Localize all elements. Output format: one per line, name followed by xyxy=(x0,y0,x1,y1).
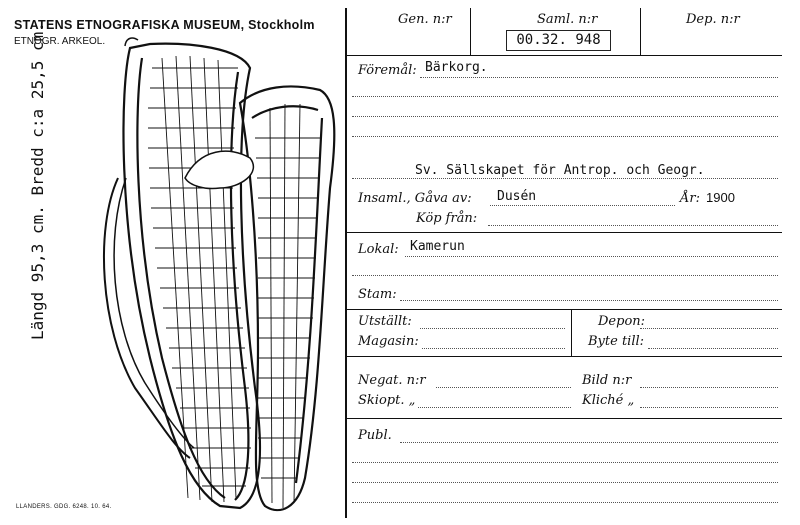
left-basket-frame xyxy=(123,44,260,508)
saml-nr-value: 00.32. 948 xyxy=(506,30,611,51)
utstallt-line xyxy=(420,328,565,329)
publ-label: Publ. xyxy=(358,428,392,443)
skiopt-label: Skiopt. „ xyxy=(358,393,416,408)
museum-name: STATENS ETNOGRAFISKA MUSEUM, Stockholm xyxy=(14,18,315,32)
byte-line xyxy=(648,348,778,349)
dep-nr-label: Dep. n:r xyxy=(686,12,740,27)
foremal-line-2 xyxy=(352,96,778,97)
kop-line xyxy=(488,225,778,226)
card-divider xyxy=(345,8,347,518)
kliche-label: Kliché „ xyxy=(582,393,635,408)
insaml-value: Dusén xyxy=(497,189,537,204)
insaml-line xyxy=(490,205,675,206)
stam-label: Stam: xyxy=(358,287,397,302)
negat-line xyxy=(436,387,571,388)
lokal-line-2 xyxy=(352,275,778,276)
section-rule-2 xyxy=(345,309,782,310)
negat-label: Negat. n:r xyxy=(358,373,426,388)
header-rule xyxy=(345,55,782,56)
saml-nr-label: Saml. n:r xyxy=(537,12,598,27)
basket-illustration xyxy=(90,28,345,518)
printer-note: LLANDERS. GDG. 6248. 10. 64. xyxy=(16,504,112,510)
section-rule-3 xyxy=(345,356,782,357)
section-rule-1 xyxy=(345,232,782,233)
gen-nr-label: Gen. n:r xyxy=(398,12,452,27)
source-line: Sv. Sällskapet för Antrop. och Geogr. xyxy=(415,163,705,178)
kop-label: Köp från: xyxy=(416,211,478,226)
department-label: ETNOGR. ARKEOL. xyxy=(14,36,106,47)
storage-separator xyxy=(571,309,572,356)
header-separator-2 xyxy=(640,8,641,55)
bild-label: Bild n:r xyxy=(582,373,632,388)
utstallt-label: Utställt: xyxy=(358,314,412,329)
skiopt-line xyxy=(418,407,571,408)
publ-line-2 xyxy=(352,462,778,463)
insaml-label: Insaml., Gåva av: xyxy=(358,191,472,206)
lokal-value: Kamerun xyxy=(410,239,465,254)
magasin-line xyxy=(422,348,565,349)
publ-line xyxy=(400,442,778,443)
section-rule-4 xyxy=(345,418,782,419)
byte-label: Byte till: xyxy=(588,334,645,349)
stam-line xyxy=(400,300,778,301)
publ-line-4 xyxy=(352,502,778,503)
year-label: År: xyxy=(680,191,700,206)
lokal-line xyxy=(405,256,778,257)
year-value: 1900 xyxy=(706,190,735,205)
magasin-label: Magasin: xyxy=(358,334,419,349)
foremal-value: Bärkorg. xyxy=(425,60,488,75)
lokal-label: Lokal: xyxy=(358,242,399,257)
depon-label: Depon: xyxy=(598,314,646,329)
foremal-line-4 xyxy=(352,136,778,137)
kliche-line xyxy=(640,407,778,408)
header-separator-1 xyxy=(470,8,471,55)
foremal-line xyxy=(420,77,778,78)
foremal-label: Föremål: xyxy=(358,63,417,78)
foremal-line-3 xyxy=(352,116,778,117)
publ-line-3 xyxy=(352,482,778,483)
source-underline xyxy=(352,178,778,179)
bild-line xyxy=(640,387,778,388)
depon-line xyxy=(640,328,778,329)
